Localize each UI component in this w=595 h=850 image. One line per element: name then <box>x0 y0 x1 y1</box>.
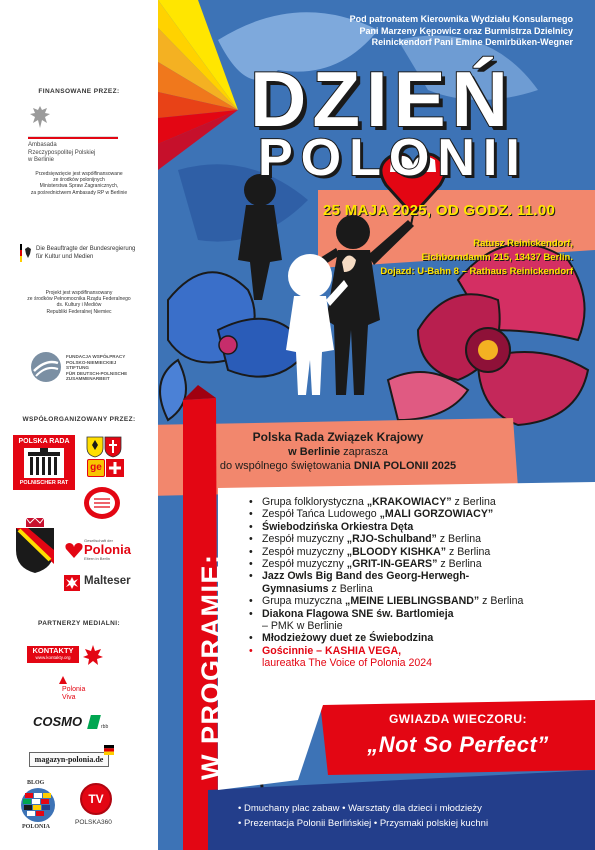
brandenburg-gate-icon <box>24 448 64 478</box>
program-item-text: Zespół muzyczny <box>262 545 347 558</box>
program-item-text: – PMK w Berlinie <box>262 620 343 633</box>
coat-of-arms-red-icon <box>104 436 122 458</box>
invite-verb: zaprasza <box>340 445 388 458</box>
cosmo-mark <box>87 715 101 729</box>
program-item <box>248 595 593 607</box>
note-line: ze środków Pełnomocnika Rządu Federalnego <box>27 296 131 303</box>
fwpn-line: FUNDACJA WSPÓŁPRACY <box>66 354 126 359</box>
polonia-big: Polonia <box>84 542 131 557</box>
program-item-name: „MALI GORZOWIACY” <box>379 508 494 521</box>
flower-icon <box>160 272 308 420</box>
patronage-line: Pod patronatem Kierownika Wydziału Konsularnego <box>349 14 573 24</box>
program-item <box>248 496 593 508</box>
event-date: 25 MAJA 2025, OD GODZ. 11.00 <box>323 202 556 219</box>
program-item-name: Diakona Flagowa SNE św. Bartlomieja <box>262 607 454 620</box>
blog-top: BLOG <box>27 780 45 786</box>
bullet-icon: • <box>249 508 253 521</box>
invite-line-2 <box>168 445 508 460</box>
embassy-note <box>8 171 150 196</box>
address-line-2: Eichborndamm 215, 13437 Berlin. <box>421 252 573 263</box>
coat-of-arms-icon <box>86 436 104 458</box>
program-item <box>248 508 593 520</box>
program-item-origin: z Berlina <box>479 595 524 608</box>
star-label: GWIAZDA WIECZORU: <box>388 712 528 726</box>
program-item-name: Młodzieżowy duet ze Świebodzina <box>262 632 434 645</box>
program-item-text: laureatka The Voice of Polonia 2024 <box>262 657 433 670</box>
bullet-icon: • <box>249 570 253 583</box>
note-line: Republiki Federalnej Niemiec <box>46 308 112 315</box>
program-item <box>248 632 593 644</box>
note-line: Przedsięwzięcie jest współfinansowane <box>35 171 123 177</box>
cofinance-note <box>8 290 150 315</box>
fwpn-logo-icon <box>30 351 62 383</box>
invite-phrase: do wspólnego świętowania <box>219 460 354 472</box>
polonia-small: Gesellschaft der <box>84 538 113 543</box>
embassy-line: Rzeczypospolitej Polskiej <box>28 149 96 156</box>
embassy-name <box>28 142 95 165</box>
program-item-name: „BLOODY KISHKA” <box>346 545 447 558</box>
patronage-text <box>273 14 573 49</box>
malteser-cross-icon <box>64 575 80 591</box>
sunburst <box>158 0 238 170</box>
extras-line-1: • Dmuchany plac zabaw • Warsztaty dla dzieci i młodzieży <box>238 803 482 814</box>
polonia-viva-icon <box>58 675 68 685</box>
program-item-name: Jazz Owls Big Band des Georg-Herwegh- <box>262 570 470 583</box>
cross-badge-icon <box>106 459 124 477</box>
bullet-icon: • <box>249 545 253 558</box>
address-line-1: Ratusz Reinickendorf, <box>473 238 573 249</box>
invite-event: DNIA POLONII 2025 <box>353 460 457 472</box>
program-item-name: „MEINE LIEBLINGSBAND” <box>345 595 480 608</box>
bullet-icon: • <box>249 558 253 571</box>
invitation-text <box>168 430 508 474</box>
program-item-origin: z Berlina <box>446 545 491 558</box>
note-line: ds. Kultury i Mediów <box>56 302 102 309</box>
kontakty-title: KONTAKTY <box>32 646 74 655</box>
media-label: PARTNERZY MEDIALNI: <box>37 620 121 627</box>
bullet-icon: • <box>249 632 253 645</box>
polonia-viva-logo <box>62 686 85 702</box>
program-item <box>248 608 593 620</box>
note-line: Ministerstwa Spraw Zagranicznych, <box>39 183 119 190</box>
extras-line-2: • Prezentacja Polonii Berlińskiej • Przysmaki polskiej kuchni <box>238 818 489 829</box>
poster <box>158 0 595 850</box>
polonia-heart-icon <box>64 540 84 560</box>
fwpn-line: FÜR DEUTSCH-POLNISCHE <box>66 370 128 376</box>
polska-rada-bottom: POLNISCHER RAT <box>19 480 69 486</box>
ge-logo: ge <box>87 459 105 477</box>
malteser-label: Malteser <box>84 575 131 587</box>
program-item-name: Świebodzińska Orkiestra Dęta <box>262 520 414 533</box>
tv-icon <box>80 783 112 815</box>
note-line: za pośrednictwem Ambasady RP w Berlinie <box>30 189 128 196</box>
program-item-name: „GRIT-IN-GEARS” <box>346 558 438 571</box>
program-item-origin: z Berlina <box>436 533 482 546</box>
fwpn-line: ZUSAMMENARBEIT <box>66 376 110 382</box>
embassy-line: w Berlinie <box>28 157 55 163</box>
invite-org: Polska Rada Związek Krajowy <box>252 430 424 444</box>
program-item-text: Grupa folklorystyczna <box>262 496 367 508</box>
program-side-label: W PROGRAMIE: <box>196 553 226 780</box>
polska-rada-top: POLSKA RADA <box>18 438 70 445</box>
bullet-icon: • <box>249 533 253 546</box>
seal-icon <box>83 486 121 520</box>
program-item <box>248 546 593 558</box>
program-item-text: Grupa muzyczna <box>262 595 346 608</box>
kontakty-logo <box>27 646 79 663</box>
program-item <box>248 583 593 595</box>
program-item <box>248 570 593 582</box>
flag-ribbon-icon <box>104 745 114 755</box>
magazyn-logo <box>29 752 109 767</box>
program-item <box>248 645 593 657</box>
program-item-name: Gościnnie – KASHIA VEGA, <box>262 644 402 657</box>
patronage-line: Pani Marzeny Kępowicz oraz Burmistrza Dzielnicy <box>359 25 573 36</box>
bullet-icon: • <box>249 496 253 508</box>
program-item-name: Gymnasiums <box>262 582 329 595</box>
viva-line1: Polonia <box>62 686 86 693</box>
bullet-icon: • <box>249 520 253 533</box>
blog-bottom: POLONIA <box>22 824 51 830</box>
bkm-line: für Kultur und Medien <box>36 253 94 260</box>
german-eagle-icon <box>20 244 32 262</box>
program-item-name: „KRAKOWIACY” <box>366 496 452 508</box>
program-item-origin: z Berlina <box>437 558 482 571</box>
address-line-3: Dojazd: U-Bahn 8 – Rathaus Reinickendorf <box>380 266 573 277</box>
program-item <box>248 533 593 545</box>
program-item-name: „RJO-Schulband” <box>346 533 437 546</box>
magazyn-text: magazyn-polonia.de <box>34 755 104 764</box>
program-item-origin: z Berlina <box>328 582 373 595</box>
program-item-origin: z Berlina <box>451 496 496 508</box>
cosmo-sub: rbb <box>101 724 109 730</box>
viva-line2: Viva <box>62 694 76 701</box>
note-line: ze środków polonijnych <box>53 177 105 184</box>
maple-icon <box>82 644 104 666</box>
reinickendorf-arms-icon <box>14 518 56 574</box>
bullet-icon: • <box>249 595 253 608</box>
patronage-line: Reinickendorf Pani Emine Demirbüken-Wegner <box>371 37 573 47</box>
program-item <box>248 558 593 570</box>
sponsor-column <box>0 0 158 850</box>
note-line: Projekt jest współfinansowany <box>45 290 113 296</box>
bullet-icon: • <box>249 607 253 620</box>
bkm-line: Die Beauftragte der Bundesregierung <box>36 246 136 252</box>
embassy-divider-red <box>28 137 118 139</box>
polish-eagle-icon <box>28 104 52 132</box>
cosmo-logo: COSMO <box>33 714 83 729</box>
program-item <box>248 657 593 669</box>
star-name: „Not So Perfect” <box>367 732 549 757</box>
polska360-label: POLSKA360 <box>75 819 112 826</box>
fwpn-text <box>66 354 127 382</box>
polonia-sub: Eltern in Berlin <box>84 556 111 561</box>
program-item-text: Zespół muzyczny <box>262 533 347 546</box>
tv-icon-text: TV <box>88 792 104 806</box>
polonia-logo <box>84 538 131 561</box>
program-item-text: Zespół Tańca Ludowego <box>262 508 380 521</box>
invite-line-3 <box>168 459 508 474</box>
bkm-text <box>36 246 135 261</box>
globe-icon <box>20 787 56 823</box>
kontakty-url: www.kontakty.org <box>35 655 71 660</box>
fwpn-line: STIFTUNG <box>66 365 89 371</box>
program-list <box>248 496 593 670</box>
financed-label: FINANSOWANE PRZEZ: <box>38 88 120 95</box>
polska-rada-logo <box>13 435 75 490</box>
fwpn-line: POLSKO-NIEMIECKIEJ <box>66 359 117 365</box>
program-item <box>248 620 593 632</box>
coorg-label: WSPÓŁORGANIZOWANY PRZEZ: <box>22 416 136 423</box>
title-dzien: DZIEŃ <box>250 55 514 143</box>
program-item <box>248 521 593 533</box>
side-ribbon-fold <box>183 385 216 400</box>
bullet-icon: • <box>249 644 253 657</box>
embassy-line: Ambasada <box>28 142 57 148</box>
title-polonii: POLONII <box>258 129 528 187</box>
invite-city: w Berlinie <box>288 445 341 458</box>
program-item-text: Zespół muzyczny <box>262 558 347 571</box>
